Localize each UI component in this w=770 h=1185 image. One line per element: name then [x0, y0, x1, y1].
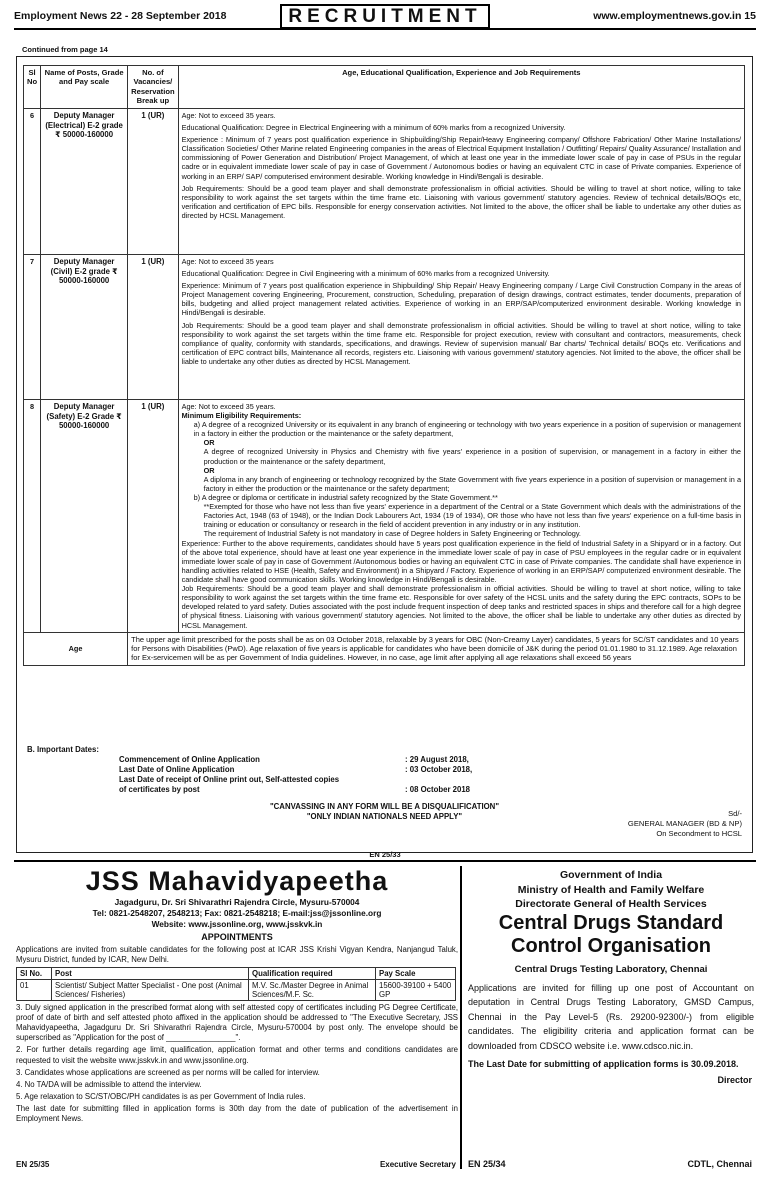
cdsco-footer — [468, 1159, 752, 1169]
date-value: : 03 October 2018, — [405, 765, 473, 774]
jss-code: EN 25/35 — [16, 1160, 50, 1169]
date-label: Last Date of receipt of Online print out, Self-attested copies — [119, 775, 340, 784]
header-issue: Employment News 22 - 28 September 2018 — [14, 10, 227, 22]
cdsco-body: Applications are invited for filling up one post of Accountant on deputation in Central Drugs Testing Laboratory, GMSD Campus, Chennai in the Pay Level-5 (Rs. 29200-92300/-) from eligible candidates. The eligibility criteria and application format can be downloaded from CDSCO website i.e. www.cdsco.nic.in. — [468, 983, 754, 1051]
cdsco-director: Director — [717, 1075, 752, 1086]
jss-point: 5. Age relaxation to SC/ST/OBC/PH candidates is as per Government of India rules. — [16, 1091, 306, 1101]
col-post: Name of Posts, Grade and Pay scale — [41, 66, 128, 109]
signature-secondment: On Secondment to HCSL — [656, 829, 742, 838]
jss-title: JSS Mahavidyapeetha — [85, 866, 389, 896]
cdsco-lab: Central Drugs Testing Laboratory, Chennai — [514, 964, 708, 976]
header-section-title: RECRUITMENT — [14, 6, 756, 28]
table-row: 7 Deputy Manager (Civil) E-2 grade ₹ 50000-160000 1 (UR) Age: Not to exceed 35 years Educational Qualification: Degree in Civil Engineering with a minimum of 60% marks from a recognized University. Experience: Minimum of 7 years post qualification experience in Shipbuilding/ Ship Repair/ Heavy Engineering company / Large Civil Construction Company in the areas of Project Management covering Engineering, Procurement, construction, Scheduling, preparation of design drawings, contract estimates, tender documents, preparation of bills, budgeting and allied project management related activities. Experience of working in an ERP/SAP/computerized environment desirable. Working knowledge in Hindi/Bengali is desirable. Job Requirements: Should be a good team player and shall demonstrate professionalism in official activities. Should be willing to travel at short notice, willing to take responsibility to work against the set targets within the time frame etc. Responsible for project execution, review with consultant and contractors, measurements, check compliance of quality, conformity with standards, specifications, and drawings. Review of supervision manual/ Bar charts/ Technical details/ BOQs etc. Verifications and certification of EPC contract bills, Maintenance all records, registers etc. Liaisoning with various government/ statutory agencies. Not limited to the above, the officer shall be liable to undertake any other duties as directed by HCSL Management. — [24, 254, 745, 399]
important-dates-title: B. Important Dates: — [27, 745, 99, 754]
ministry-line: Ministry of Health and Family Welfare — [517, 883, 705, 896]
date-value: : 29 August 2018, — [405, 755, 469, 764]
cdsco-title-2: Control Organisation — [511, 935, 711, 958]
jss-contact: Tel: 0821-2548207, 2548213; Fax: 0821-2548218; E-mail:jss@jssonline.org — [92, 908, 382, 919]
age-row — [24, 632, 745, 665]
jss-last-date: The last date for submitting filled in application forms is 30th day from the date of publication of the advertisement in Employment News. — [16, 1104, 458, 1124]
age-text: The upper age limit prescribed for the posts shall be as on 03 October 2018, relaxable by 3 years for OBC (Non-Creamy Layer) candidates, 5 years for SC/ST candidates and 10 years for Persons with Disabilities (PwD). Age relaxation of five years is applicable for candidates who have been domicile of J&K during the period 01.01.1980 to 31.12.1989. Age relaxation for Ex-servicemen will be as per Government of India guidelines. However, in no case, age limit after applying all age relaxations shall exceed 56 years — [128, 632, 745, 665]
cdsco-title-1: Central Drugs Standard — [498, 912, 724, 935]
table-header-row: Sl No. Post Qualification required Pay Scale — [17, 967, 456, 979]
jss-footer — [16, 1160, 456, 1169]
hcsl-advertisement — [16, 56, 753, 853]
jss-point: 3. Candidates whose applications are screened as per norms will be called for interview. — [16, 1067, 320, 1077]
divider — [14, 860, 756, 862]
col-qualification: Age, Educational Qualification, Experience and Job Requirements — [178, 66, 744, 109]
cdsco-code: EN 25/34 — [468, 1159, 506, 1169]
date-value: : 08 October 2018 — [405, 785, 471, 794]
posts-table — [23, 65, 745, 666]
slogan-canvassing: "CANVASSING IN ANY FORM WILL BE A DISQUALIFICATION" — [269, 802, 500, 811]
continued-note: Continued from page 14 — [22, 45, 108, 54]
jss-signatory: Executive Secretary — [379, 1160, 456, 1169]
age-label: Age — [24, 632, 128, 665]
signature-sd: Sd/- — [728, 809, 742, 818]
cdsco-signatory: CDTL, Chennai — [687, 1159, 752, 1169]
table-row: 8 Deputy Manager (Safety) E-2 Grade ₹ 50000-160000 1 (UR) Age: Not to exceed 35 years. Minimum Eligibility Requirements: a) A degree of a recognized University or its equivalent in any branch of engineering or technology with two years experience in a position of supervision or management in a factory in either the production or the maintenance or the safety department, OR A degree of recognized University in Physics and Chemistry with five years' experience in a position of supervision, or management in a factory in either the production or the maintenance or the safety department, OR A diploma in any branch of engineering or technology recognized by the State Government with five years experience in a position of supervision or management in a factory in either the production or the maintenance or the safety department; b) A degree or diploma or certificate in industrial safety recognized by the State Government.** **Exempted for those who have not less than five years' experience in a department of the Central or a State Government which deals with the administrations of the Factories Act, 1948 (63 of 1948), or the Indian Dock Labourers Act, 1934 (19 of 1934), OR those who have not less than five years' experience on a full-time basis in training or education or consultancy or research in the field of accident prevention in any industry or in any institution. The requirement of Industrial Safety is not mandatory in case of Degree holders in Safety Engineering or Technology. Experience: Further to the above requirements, candidates should have 5 years post qualification experience in the field of Industrial Safety in a Shipyard or in a factory. Out of the above total experience, should have at least one year experience in the immediate lower scale of pay in case of PSU employees in the regular cadre or in equivalent immediate lower scale of pay in case of Government /Autonomous bodies or having an equivalent CTC in case of Private companies. The candidate shall have experience in handling activities related to HSE (Health, Safety and Environment) in a Shipyard / Factory. Experience of working in an ERP/SAP/ computerized environment desirable. The candidate shall have good communication skills. Working knowledge in Hindi/Bengali is desirable. Job Requirements: Should be a good team player and shall demonstrate professionalism in official activities. Should be willing to travel at short notice, willing to take responsibility to work against the set targets within the time frame etc. Responsible for over safety of the HCSL units and the safety during the EPC contracts, SOPs to be developed related to yard safety. Duties associated with the post include frequent inspection of deep tanks and restricted spaces in ships and therefore call for a high degree of physical fitness. Liaisoning with various government/ statutory agencies. Not limited to the above, the officer shall be liable to undertake any other duties as directed by HCSL Management. — [24, 399, 745, 632]
table-header-row — [24, 66, 745, 109]
col-vacancies: No. of Vacancies/ Reservation Break up — [128, 66, 178, 109]
qualification-cell: Age: Not to exceed 35 years. Educational Qualification: Degree in Electrical Engineering with a minimum of 60% marks from a recognized University. Experience : Minimum of 7 years post qualification experience in Shipbuilding/Ship Repair/Heavy Engineering company/ Offshore Fabrication/ Other Marine Installations/ Classification Societies/ Other Marine related Engineering companies in the areas of Electrical Equipment Installation / Outfitting/ Repairs/ Quality Assurance/ Installation and commissioning of Power Generation and Distribution/ Project Management, of which at least one year in the immediate lower scale of pay in case of PSUs in the regular cadre or in equivalent immediate lower scale of pay in case of Government / Autonomous bodies or having an equivalent CTC in case of Private companies. Experience of working in an ERP/ SAP/ computerised environment desirable. Working knowledge in Hindi/Bengali is desirable. Job Requirements: Should be a good team player and shall demonstrate professionalism in official activities. Should be willing to travel at short notice, willing to take responsibility to work against the set targets within the time frame etc. Liaisoning with various government/ statutory agencies. Review of technical details/BOQs etc, verification and certification of EPC bills. Responsible for energy conservation activities. Not limited to the above, the officer shall be liable to undertake any other duties as directed by HCSL Management. — [178, 108, 744, 254]
ad-code: EN 25/33 — [369, 850, 401, 859]
jss-advertisement — [14, 866, 460, 1169]
table-row: 01 Scientist/ Subject Matter Specialist - One post (Animal Sciences/ Fisheries) M.V. Sc./Master Degree in Animal Sciences/M.F. Sc. 15600-39100 + 5400 GP — [17, 979, 456, 1000]
jss-point: 2. For further details regarding age limit, qualification, application format and other terms and conditions candidates are requested to visit the website www.jsskvk.in and www.jssonline.org. — [16, 1045, 458, 1065]
jss-point: 4. No TA/DA will be admissible to attend the interview. — [16, 1079, 202, 1089]
header-website: www.employmentnews.gov.in 15 — [593, 10, 756, 22]
jss-appointments: APPOINTMENTS — [201, 931, 273, 942]
jss-post-table — [16, 967, 456, 1001]
date-label: Commencement of Online Application — [119, 755, 260, 764]
jss-address: Jagadguru, Dr. Sri Shivarathri Rajendra Circle, Mysuru-570004 — [114, 897, 360, 907]
gov-line: Government of India — [559, 869, 663, 881]
cdsco-advertisement — [460, 866, 760, 1169]
directorate-line: Directorate General of Health Services — [515, 898, 707, 911]
signature-designation: GENERAL MANAGER (BD & NP) — [627, 819, 742, 828]
jss-point: 3. Duly signed application in the prescribed format along with self attested copy of certificates including PG Degree Certificate, proof of date of birth and self attested photo affixed in the application should be addressed to "The Executive Secretary, JSS Mahavidyapeetha, Jagadguru Dr. Sri Shivarathri Rajendra Circle, Mysuru-570004 by post only. The envelope should be superscribed as "Application for the post of ________________". — [16, 1002, 458, 1043]
page-header — [14, 6, 756, 30]
col-sl: Sl No — [24, 66, 41, 109]
table-row: 6 Deputy Manager (Electrical) E-2 grade ₹ 50000-160000 1 (UR) Age: Not to exceed 35 years. Educational Qualification: Degree in Electrical Engineering with a minimum of 60% marks from a recognized University. Experience : Minimum of 7 years post qualification experience in Shipbuilding/Ship Repair/Heavy Engineering company/ Offshore Fabrication/ Other Marine Installations/ Classification Societies/ Other Marine related Engineering companies in the areas of Electrical Equipment Installation / Outfitting/ Repairs/ Quality Assurance/ Installation and commissioning of Power Generation and Distribution/ Project Management, of which at least one year in the immediate lower scale of pay in case of PSUs in the regular cadre or in equivalent immediate lower scale of pay in case of Government / Autonomous bodies or having an equivalent CTC in case of Private companies. Experience of working in an ERP/ SAP/ computerised environment desirable. Working knowledge in Hindi/Bengali is desirable. Job Requirements: Should be a good team player and shall demonstrate professionalism in official activities. Should be willing to travel at short notice, willing to take responsibility to work against the set targets within the time frame etc. Liaisoning with various government/ statutory agencies. Review of technical details/BOQs etc, verification and certification of EPC bills. Responsible for energy conservation activities. Not limited to the above, the officer shall be liable to undertake any other duties as directed by HCSL Management. — [24, 108, 745, 254]
slogan-nationals: "ONLY INDIAN NATIONALS NEED APPLY" — [306, 812, 463, 821]
cdsco-last-date: The Last Date for submitting of application forms is 30.09.2018. — [468, 1059, 739, 1070]
date-label: of certificates by post — [119, 785, 200, 794]
qualification-cell: Age: Not to exceed 35 years Educational Qualification: Degree in Civil Engineering with a minimum of 60% marks from a recognized University. Experience: Minimum of 7 years post qualification experience in Shipbuilding/ Ship Repair/ Heavy Engineering company / Large Civil Construction Company in the areas of Project Management covering Engineering, Procurement, construction, Scheduling, preparation of design drawings, contract estimates, tender documents, preparation of bills, budgeting and allied project management related activities. Experience of working in an ERP/SAP/computerized environment desirable. Working knowledge in Hindi/Bengali is desirable. Job Requirements: Should be a good team player and shall demonstrate professionalism in official activities. Should be willing to travel at short notice, willing to take responsibility to work against the set targets within the time frame etc. Responsible for project execution, review with consultant and contractors, measurements, check compliance of quality, conformity with standards, specifications, and drawings. Review of supervision manual/ Bar charts/ Technical details/ BOQs etc. Verifications and certification of EPC contract bills, Maintenance all records, registers etc. Liaisoning with various government/ statutory agencies. Not limited to the above, the officer shall be liable to undertake any other duties as directed by HCSL Management. — [178, 254, 744, 399]
jss-website: Website: www.jssonline.org, www.jsskvk.in — [151, 919, 323, 930]
jss-intro: Applications are invited from suitable candidates for the following post at ICAR JSS Krishi Vigyan Kendra, Nanjangud Taluk, Mysuru District, funded by ICAR, New Delhi. — [16, 944, 458, 964]
date-label: Last Date of Online Application — [119, 765, 235, 774]
qualification-cell: Age: Not to exceed 35 years. Minimum Eligibility Requirements: a) A degree of a recognized University or its equivalent in any branch of engineering or technology with two years experience in a position of supervision or management in a factory in either the production or the maintenance or the safety department, OR A degree of recognized University in Physics and Chemistry with five years' experience in a position of supervision, or management in a factory in either the production or the maintenance or the safety department, OR A diploma in any branch of engineering or technology recognized by the State Government with five years experience in a position of supervision or management in a factory in either the production or the maintenance or the safety department; b) A degree or diploma or certificate in industrial safety recognized by the State Government.** **Exempted for those who have not less than five years' experience in a department of the Central or a State Government which deals with the administrations of the Factories Act, 1948 (63 of 1948), or the Indian Dock Labourers Act, 1934 (19 of 1934), OR those who have not less than five years' experience on a full-time basis in training or education or consultancy or research in the field of accident prevention in any industry or in any institution. The requirement of Industrial Safety is not mandatory in case of Degree holders in Safety Engineering or Technology. Experience: Further to the above requirements, candidates should have 5 years post qualification experience in the field of Industrial Safety in a Shipyard or in a factory. Out of the above total experience, should have at least one year experience in the immediate lower scale of pay in case of PSU employees in the regular cadre or in equivalent immediate lower scale of pay in case of Government /Autonomous bodies or having an equivalent CTC in case of Private companies. The candidate shall have experience in handling activities related to HSE (Health, Safety and Environment) in a Shipyard / Factory. Experience of working in an ERP/SAP/ computerized environment desirable. The candidate shall have good communication skills. Working knowledge in Hindi/Bengali is desirable. Job Requirements: Should be a good team player and shall demonstrate professionalism in official activities. Should be willing to travel at short notice, willing to take responsibility to work against the set targets within the time frame etc. Responsible for over safety of the HCSL units and the safety during the EPC contracts, SOPs to be developed related to yard safety. Duties associated with the post include frequent inspection of deep tanks and restricted spaces in ships and therefore call for a high degree of physical fitness. Liaisoning with various government/ statutory agencies. Not limited to the above, the officer shall be liable to undertake any other duties as directed by HCSL Management. — [178, 399, 744, 632]
